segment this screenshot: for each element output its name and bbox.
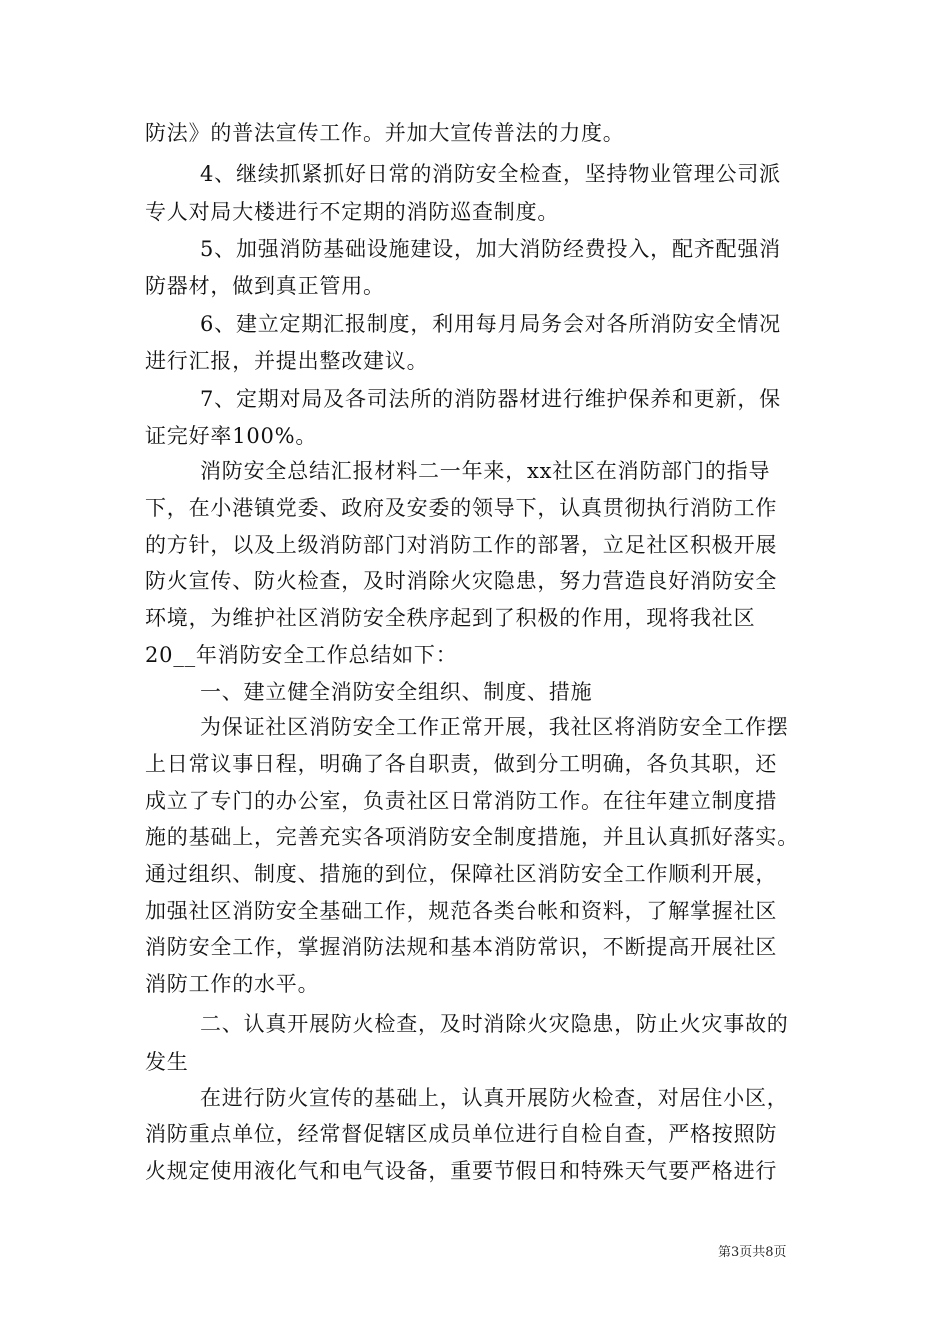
page-number-footer: 第3页共8页 (718, 1245, 787, 1260)
text-line: 20__年消防安全工作总结如下： (145, 643, 458, 667)
text-line: 为保证社区消防安全工作正常开展，我社区将消防安全工作摆 (200, 715, 789, 739)
text-line: 上日常议事日程，明确了各自职责，做到分工明确，各负其职，还 (145, 752, 778, 776)
section-heading: 二、认真开展防火检查，及时消除火灾隐患，防止火灾事故的 (200, 1012, 789, 1036)
text-line: 6、建立定期汇报制度，利用每月局务会对各所消防安全情况 (200, 312, 781, 336)
text-line: 7、定期对局及各司法所的消防器材进行维护保养和更新，保 (200, 387, 781, 411)
text-line: 的方针，以及上级消防部门对消防工作的部署，立足社区积极开展 (145, 533, 778, 557)
section-heading-cont: 发生 (145, 1050, 189, 1074)
text-line: 消防重点单位，经常督促辖区成员单位进行自检自查，严格按照防 (145, 1122, 778, 1146)
text-line: 火规定使用液化气和电气设备，重要节假日和特殊天气要严格进行 (145, 1159, 778, 1183)
section-heading: 一、建立健全消防安全组织、制度、措施 (200, 680, 593, 704)
text-line: 加强社区消防安全基础工作，规范各类台帐和资料，了解掌握社区 (145, 899, 778, 923)
text-line: 成立了专门的办公室，负责社区日常消防工作。在往年建立制度措 (145, 789, 778, 813)
text-line: 防法》的普法宣传工作。并加大宣传普法的力度。 (145, 121, 625, 145)
text-line: 4、继续抓紧抓好日常的消防安全检查，坚持物业管理公司派 (200, 162, 781, 186)
text-line: 专人对局大楼进行不定期的消防巡查制度。 (145, 200, 560, 224)
text-line: 施的基础上，完善充实各项消防安全制度措施，并且认真抓好落实。 (145, 825, 799, 849)
text-line: 5、加强消防基础设施建设，加大消防经费投入，配齐配强消 (200, 237, 781, 261)
text-line: 防器材，做到真正管用。 (145, 274, 385, 298)
text-line: 环境，为维护社区消防安全秩序起到了积极的作用，现将我社区 (145, 606, 756, 630)
text-line: 消防安全工作，掌握消防法规和基本消防常识，不断提高开展社区 (145, 935, 778, 959)
text-line: 通过组织、制度、措施的到位，保障社区消防安全工作顺利开展， (145, 862, 778, 886)
text-line: 证完好率100%。 (145, 424, 318, 448)
text-line: 进行汇报，并提出整改建议。 (145, 349, 429, 373)
text-line: 在进行防火宣传的基础上，认真开展防火检查，对居住小区， (200, 1086, 789, 1110)
text-line: 下，在小港镇党委、政府及安委的领导下，认真贯彻执行消防工作 (145, 496, 778, 520)
text-line: 消防工作的水平。 (145, 972, 320, 996)
text-line: 防火宣传、防火检查，及时消除火灾隐患，努力营造良好消防安全 (145, 569, 778, 593)
text-line: 消防安全总结汇报材料二一年来，xx社区在消防部门的指导 (200, 459, 771, 483)
